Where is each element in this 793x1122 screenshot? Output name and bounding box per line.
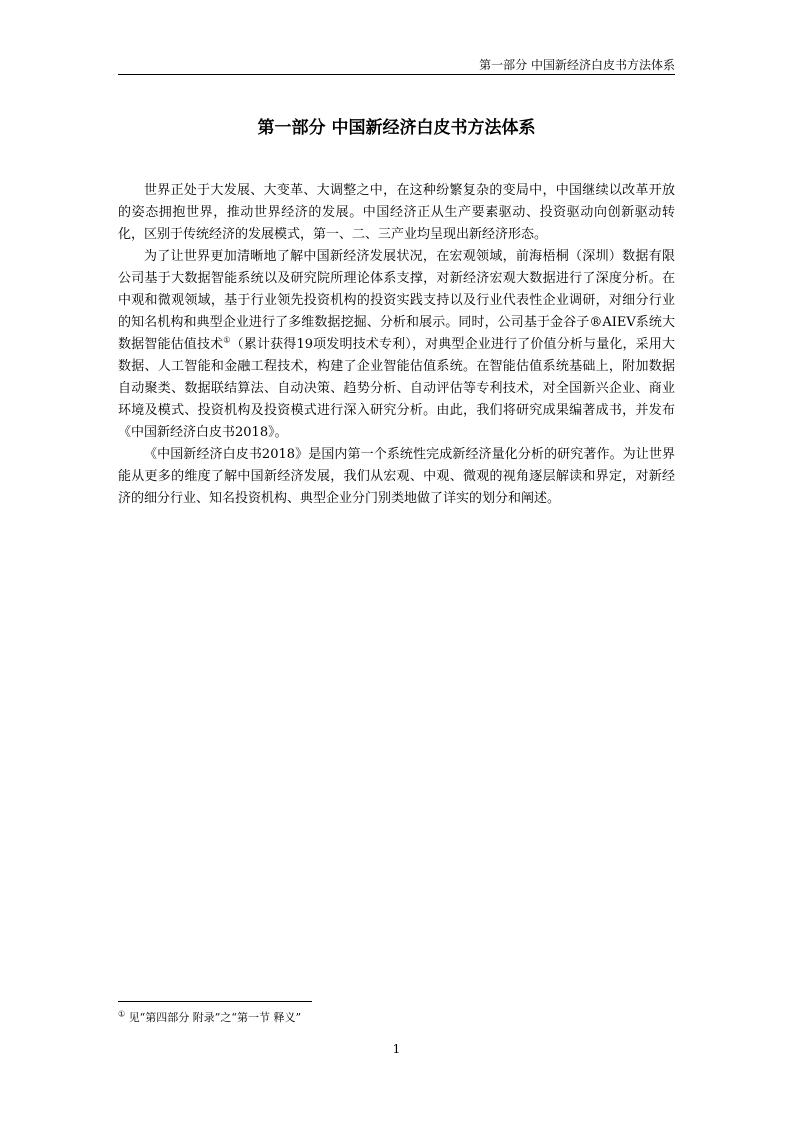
footnote — [118, 1011, 301, 1025]
footnote-rule — [118, 1001, 312, 1002]
paragraph-3: 《中国新经济白皮书2018》是国内第一个系统性完成新经济量化分析的研究著作。为让世界能从更多的维度了解中国新经济发展，我们从宏观、中观、微观的视角逐层解读和界定，对新经济的细分行业、知名投资机构、典型企业分门别类地做了详实的划分和阐述。 — [118, 447, 675, 506]
header-rule — [118, 74, 675, 75]
footnote-reference[interactable]: ① — [223, 335, 231, 345]
paragraph-2-part-1: 为了让世界更加清晰地了解中国新经济发展状况，在宏观领域，前海梧桐（深圳）数据有限公司基于大数据智能系统以及研究院所理论体系支撑，对新经济宏观大数据进行了深度分析。在中观和微观领域，基于行业领先投资机构的投资实践支持以及行业代表性企业调研，对细分行业的知名机构和典型企业进行了多维数据挖掘、分析和展示。同时，公司基于金谷子®AIEV系统大数据智能估值技术 — [118, 249, 675, 352]
running-header: 第一部分 中国新经济白皮书方法体系 — [479, 58, 675, 72]
footnote-mark: ① — [118, 1009, 126, 1019]
page-number: 1 — [392, 1042, 401, 1056]
paragraph-2-part-2: （累计获得19项发明技术专利），对典型企业进行了价值分析与量化，采用大数据、人工智能和金融工程技术，构建了企业智能估值系统。在智能估值系统基础上，附加数据自动聚类、数据联结算法、自动决策、趋势分析、自动评估等专利技术，对全国新兴企业、商业环境及模式、投资机构及投资模式进行深入研究分析。由此，我们将研究成果编著成书，并发布《中国新经济白皮书2018》。 — [118, 337, 675, 440]
body-text — [118, 180, 675, 510]
footnote-text: 见“第四部分 附录”之“第一节 释义” — [125, 1011, 302, 1024]
paragraph-2 — [118, 246, 675, 444]
page-title: 第一部分 中国新经济白皮书方法体系 — [257, 118, 536, 138]
paragraph-1: 世界正处于大发展、大变革、大调整之中，在这种纷繁复杂的变局中，中国继续以改革开放的姿态拥抱世界，推动世界经济的发展。中国经济正从生产要素驱动、投资驱动向创新驱动转化，区别于传统经济的发展模式，第一、二、三产业均呈现出新经济形态。 — [118, 183, 675, 242]
